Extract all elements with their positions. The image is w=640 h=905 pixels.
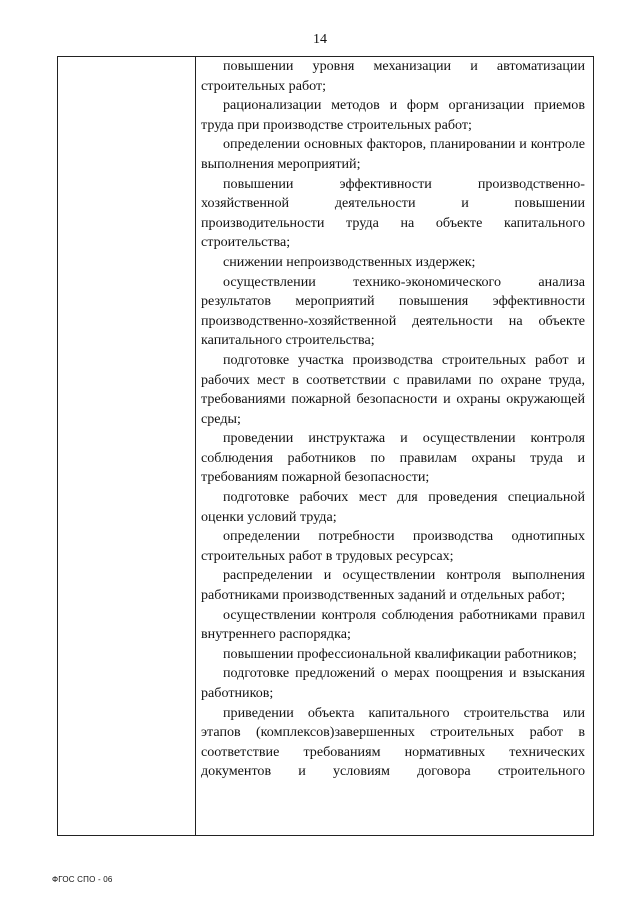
- page-number: 14: [313, 32, 327, 47]
- list-item: распределении и осуществлении контроля выполнения работниками производственных заданий и отдельных работ;: [201, 567, 585, 604]
- list-item: приведении объекта капитального строительства или этапов (комплексов)завершенных строительных работ в соответствие требованиям нормативных технических документов и условиям договора строительного: [201, 704, 585, 780]
- list-item: подготовке участка производства строительных работ и рабочих мест в соответствии с правилами по охране труда, требованиями пожарной безопасности и охраны окружающей среды;: [201, 351, 585, 427]
- list-item: подготовке предложений о мерах поощрения и взыскания работников;: [201, 665, 585, 701]
- list-item: снижении непроизводственных издержек;: [223, 253, 476, 270]
- list-item: определении основных факторов, планировании и контроле выполнения мероприятий;: [201, 136, 585, 172]
- footer-label: ФГОС СПО - 06: [52, 875, 113, 884]
- list-item: осуществлении контроля соблюдения работниками правил внутреннего распорядка;: [201, 606, 585, 643]
- list-item: осуществлении технико-экономического анализа результатов мероприятий повышения эффективности производственно-хозяйственной деятельности на объекте капитального строительства;: [201, 273, 585, 349]
- table-right-cell: [196, 57, 593, 835]
- list-item: повышении эффективности производственно-хозяйственной деятельности и повышении производительности труда на объекте капитального строительства;: [201, 175, 585, 251]
- list-item: подготовке рабочих мест для проведения специальной оценки условий труда;: [201, 489, 585, 525]
- list-item: проведении инструктажа и осуществлении контроля соблюдения работников по правилам охраны труда и требованиям пожарной безопасности;: [201, 430, 585, 486]
- list-item: повышении профессиональной квалификации работников;: [223, 645, 577, 662]
- list-item: повышении уровня механизации и автоматизации строительных работ;: [201, 58, 585, 94]
- requirements-table: [57, 56, 594, 836]
- list-item: определении потребности производства однотипных строительных работ в трудовых ресурсах;: [201, 528, 585, 564]
- list-item: рационализации методов и форм организации приемов труда при производстве строительных работ;: [201, 97, 585, 133]
